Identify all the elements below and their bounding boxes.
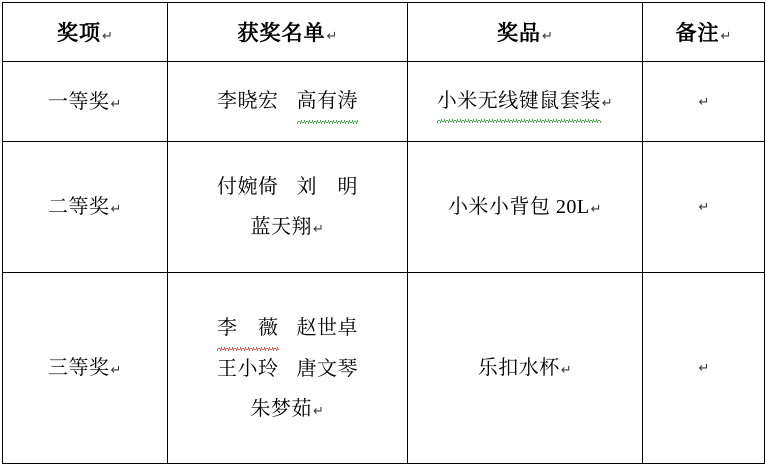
paragraph-mark-icon: ↵ — [698, 361, 710, 376]
winner-line — [168, 308, 407, 349]
prize-text-2: 小米小背包 20L↵ — [447, 196, 603, 218]
document-page — [0, 2, 766, 470]
cell-remarks-2 — [643, 142, 765, 273]
winner-line — [168, 349, 407, 389]
paragraph-mark-icon: ↵ — [542, 29, 553, 44]
paragraph-mark-icon: ↵ — [601, 96, 614, 111]
winner-name: 蓝天翔 — [250, 216, 313, 238]
header-cell-remarks — [643, 3, 765, 62]
table-row — [3, 142, 765, 273]
winner-names-1 — [168, 81, 407, 122]
header-cell-award-level — [3, 3, 168, 62]
winner-line — [168, 389, 407, 429]
paragraph-mark-icon: ↵ — [313, 222, 325, 237]
cell-award-level-3 — [3, 273, 168, 464]
table-header-row — [3, 3, 765, 62]
paragraph-mark-icon: ↵ — [590, 202, 603, 217]
award-level-text-2: 二等奖↵ — [48, 196, 122, 218]
cell-remarks-3 — [643, 273, 765, 464]
award-level-text-1: 一等奖↵ — [48, 90, 122, 113]
header-label-award-level: 奖项 — [57, 21, 102, 45]
table-row — [3, 273, 765, 464]
winner-name: 王小玲 — [217, 357, 279, 380]
cell-award-level-1 — [3, 62, 168, 142]
header-label-prize: 奖品 — [497, 21, 542, 45]
paragraph-mark-icon: ↵ — [698, 200, 710, 215]
winner-name: 刘 明 — [296, 176, 358, 198]
winner-line — [168, 81, 407, 122]
paragraph-mark-icon: ↵ — [102, 29, 113, 44]
winner-names-2 — [168, 167, 407, 247]
paragraph-mark-icon: ↵ — [720, 29, 732, 44]
winner-line — [168, 207, 407, 247]
prize-text-3: 乐扣水杯↵ — [477, 357, 573, 379]
header-label-winner-list: 获奖名单 — [237, 21, 326, 45]
award-table — [2, 2, 765, 464]
paragraph-mark-icon: ↵ — [110, 96, 122, 112]
cell-prize-2 — [408, 142, 643, 273]
paragraph-mark-icon: ↵ — [560, 363, 573, 378]
award-level-text-3: 三等奖↵ — [48, 357, 122, 379]
winner-names-3 — [168, 308, 407, 429]
winner-name-spellchecked: 高有涛 — [297, 81, 359, 122]
cell-winners-3 — [168, 273, 408, 464]
cell-prize-1 — [408, 62, 643, 142]
paragraph-mark-icon: ↵ — [698, 94, 710, 110]
header-label-remarks: 备注 — [675, 21, 720, 45]
cell-winners-1 — [168, 62, 408, 142]
winner-name: 付婉倚 — [217, 176, 279, 198]
winner-name: 赵世卓 — [296, 316, 358, 339]
header-cell-winner-list — [168, 3, 408, 62]
winner-name: 唐文琴 — [296, 357, 358, 380]
cell-award-level-2 — [3, 142, 168, 273]
paragraph-mark-icon: ↵ — [326, 29, 338, 44]
table-row — [3, 62, 765, 142]
cell-remarks-1 — [643, 62, 765, 142]
header-cell-prize — [408, 3, 643, 62]
winner-name: 朱梦茹 — [250, 397, 313, 420]
cell-prize-3 — [408, 273, 643, 464]
winner-name: 李晓宏 — [217, 90, 279, 112]
cell-winners-2 — [168, 142, 408, 273]
prize-text-1: 小米无线键鼠套装↵ — [408, 82, 642, 121]
winner-name-spellchecked: 李 薇 — [217, 308, 279, 349]
paragraph-mark-icon: ↵ — [110, 363, 122, 378]
paragraph-mark-icon: ↵ — [313, 403, 325, 419]
winner-line — [168, 167, 407, 207]
paragraph-mark-icon: ↵ — [110, 202, 122, 217]
